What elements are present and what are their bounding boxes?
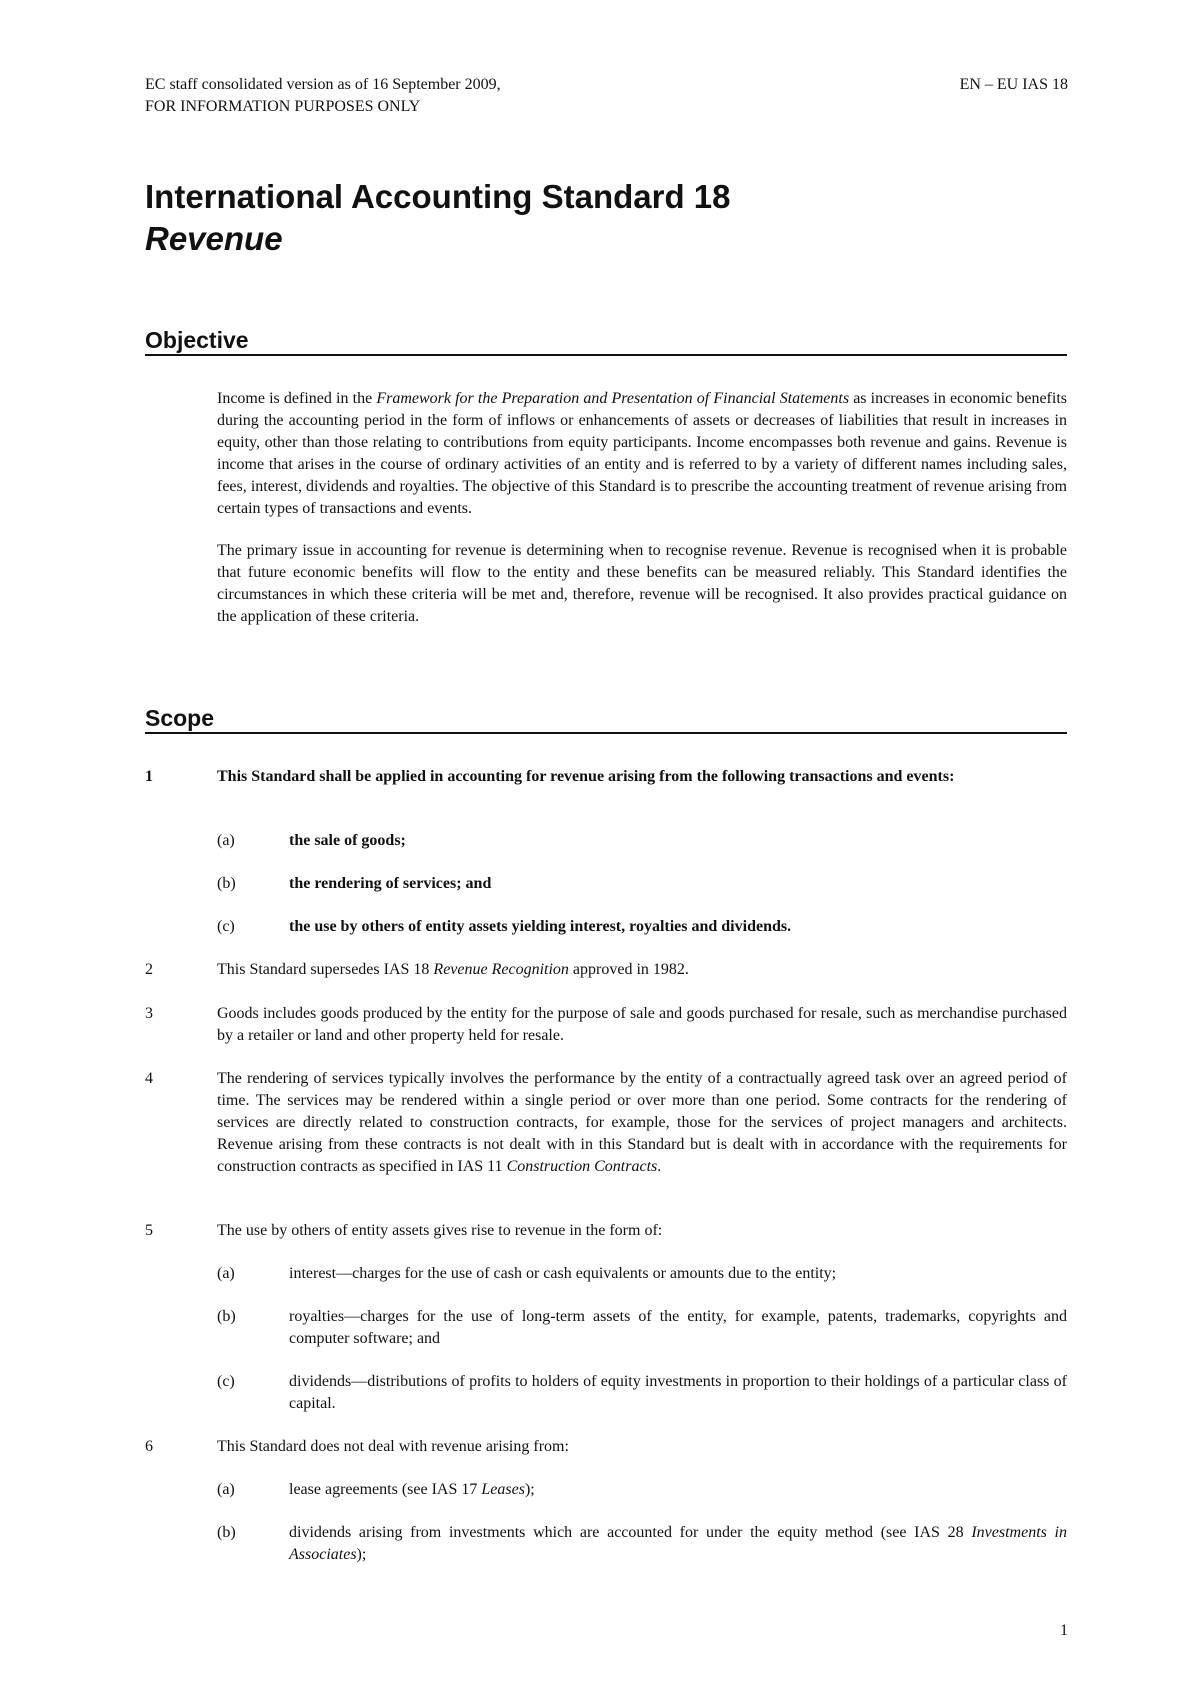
paragraph-text — [217, 1068, 1067, 1178]
document-title-main: International Accounting Standard 18 — [145, 178, 731, 215]
standard-title: Construction Contracts — [506, 1158, 658, 1175]
text-run: ); — [356, 1546, 367, 1563]
text-run: The rendering of services typically involves the performance by the entity of a contractually agreed task over an agreed period of time. The services may be rendered within a single period or over more than one period. Some contracts for the rendering of services are directly related to construction contracts, for example, those for the services of project managers and architects. Revenue arising from these contracts is not dealt with in this Standard but is dealt with in accordance with the requirements for construction contracts as specified in IAS 11 — [217, 1070, 1067, 1175]
paragraph-5 — [145, 1220, 1067, 1242]
header-info-line: FOR INFORMATION PURPOSES ONLY — [145, 98, 421, 115]
paragraph-number: 3 — [145, 1005, 153, 1022]
paragraph-number: 5 — [145, 1222, 153, 1239]
objective-paragraph-1 — [217, 388, 1067, 520]
item-text: dividends—distributions of profits to holders of equity investments in proportion to their holdings of a particular class of capital. — [289, 1373, 1067, 1412]
standard-title: Investments in Associates — [289, 1524, 1067, 1563]
list-item — [217, 1522, 1067, 1566]
section-heading-objective: Objective — [145, 326, 1067, 356]
item-label: (a) — [217, 1481, 235, 1498]
paragraph-text: This Standard does not deal with revenue arising from: — [217, 1438, 569, 1455]
paragraph-3 — [145, 1003, 1067, 1047]
text-run: ); — [524, 1481, 535, 1498]
document-title-sub: Revenue — [145, 220, 283, 257]
text-run: as increases in economic benefits during the accounting period in the form of inflows or enhancements of assets or decreases of liabilities that result in increases in equity, other than those relating to contributions from equity participants. Income encompasses both revenue and gains. Revenue is income that arises in the course of ordinary activities of an entity and is referred to by a variety of different names including sales, fees, interest, dividends and royalties. The objective of this Standard is to prescribe the accounting treatment of revenue arising from certain types of transactions and events. — [217, 390, 1067, 517]
item-label: (a) — [217, 1265, 235, 1282]
item-text — [289, 1479, 1067, 1501]
running-header-right: EN – EU IAS 18 — [959, 76, 1068, 93]
list-item — [217, 1479, 1067, 1501]
item-label: (b) — [217, 875, 236, 892]
standard-title: Leases — [481, 1481, 525, 1498]
text-run: approved in 1982. — [568, 961, 689, 978]
paragraph-number: 6 — [145, 1438, 153, 1455]
list-item — [217, 1371, 1067, 1415]
item-text: the sale of goods; — [289, 832, 406, 849]
objective-body — [217, 388, 1067, 648]
item-text: royalties—charges for the use of long-term assets of the entity, for example, patents, trademarks, copyrights and computer software; and — [289, 1308, 1067, 1347]
item-label: (c) — [217, 918, 235, 935]
paragraph-number: 1 — [145, 768, 153, 785]
item-label: (b) — [217, 1308, 236, 1325]
page-number: 1 — [1060, 1622, 1068, 1639]
item-label: (b) — [217, 1524, 236, 1541]
list-item — [217, 916, 1067, 938]
objective-paragraph-2: The primary issue in accounting for revenue is determining when to recognise revenue. Revenue is recognised when it is probable that future economic benefits will flow to the entity and these benefits can be measured reliably. This Standard identifies the circumstances in which these criteria will be met and, therefore, revenue will be recognised. It also provides practical guidance on the application of these criteria. — [217, 542, 1067, 625]
list-item — [217, 1306, 1067, 1350]
paragraph-2 — [145, 959, 1067, 981]
list-item — [217, 873, 1067, 895]
paragraph-text: Goods includes goods produced by the entity for the purpose of sale and goods purchased for resale, such as merchandise purchased by a retailer or land and other property held for resale. — [217, 1005, 1067, 1044]
paragraph-number: 2 — [145, 961, 153, 978]
running-header-left — [145, 74, 501, 118]
item-text — [289, 1522, 1067, 1566]
text-run: This Standard supersedes IAS 18 — [217, 961, 434, 978]
paragraph-text — [217, 959, 1067, 981]
item-label: (c) — [217, 1373, 235, 1390]
paragraph-6 — [145, 1436, 1067, 1458]
text-run: Income is defined in the — [217, 390, 377, 407]
standard-title: Revenue Recognition — [433, 961, 569, 978]
header-version-line: EC staff consolidated version as of 16 September 2009, — [145, 76, 501, 93]
list-item — [217, 830, 1067, 852]
paragraph-number: 4 — [145, 1070, 153, 1087]
paragraph-text: This Standard shall be applied in accounting for revenue arising from the following transactions and events: — [217, 768, 955, 785]
item-text: the rendering of services; and — [289, 875, 492, 892]
section-heading-scope: Scope — [145, 704, 1067, 734]
document-title — [145, 176, 731, 260]
item-label: (a) — [217, 832, 235, 849]
item-text: the use by others of entity assets yielding interest, royalties and dividends. — [289, 918, 792, 935]
paragraph-4 — [145, 1068, 1067, 1178]
framework-title: Framework for the Preparation and Presentation of Financial Statements — [376, 390, 850, 407]
paragraph-1 — [145, 766, 1067, 788]
item-text: interest—charges for the use of cash or cash equivalents or amounts due to the entity; — [289, 1265, 837, 1282]
text-run: lease agreements (see IAS 17 — [289, 1481, 482, 1498]
paragraph-text: The use by others of entity assets gives rise to revenue in the form of: — [217, 1222, 663, 1239]
text-run: dividends arising from investments which are accounted for under the equity method (see IAS 28 — [289, 1524, 972, 1541]
list-item — [217, 1263, 1067, 1285]
text-run: . — [657, 1158, 662, 1175]
